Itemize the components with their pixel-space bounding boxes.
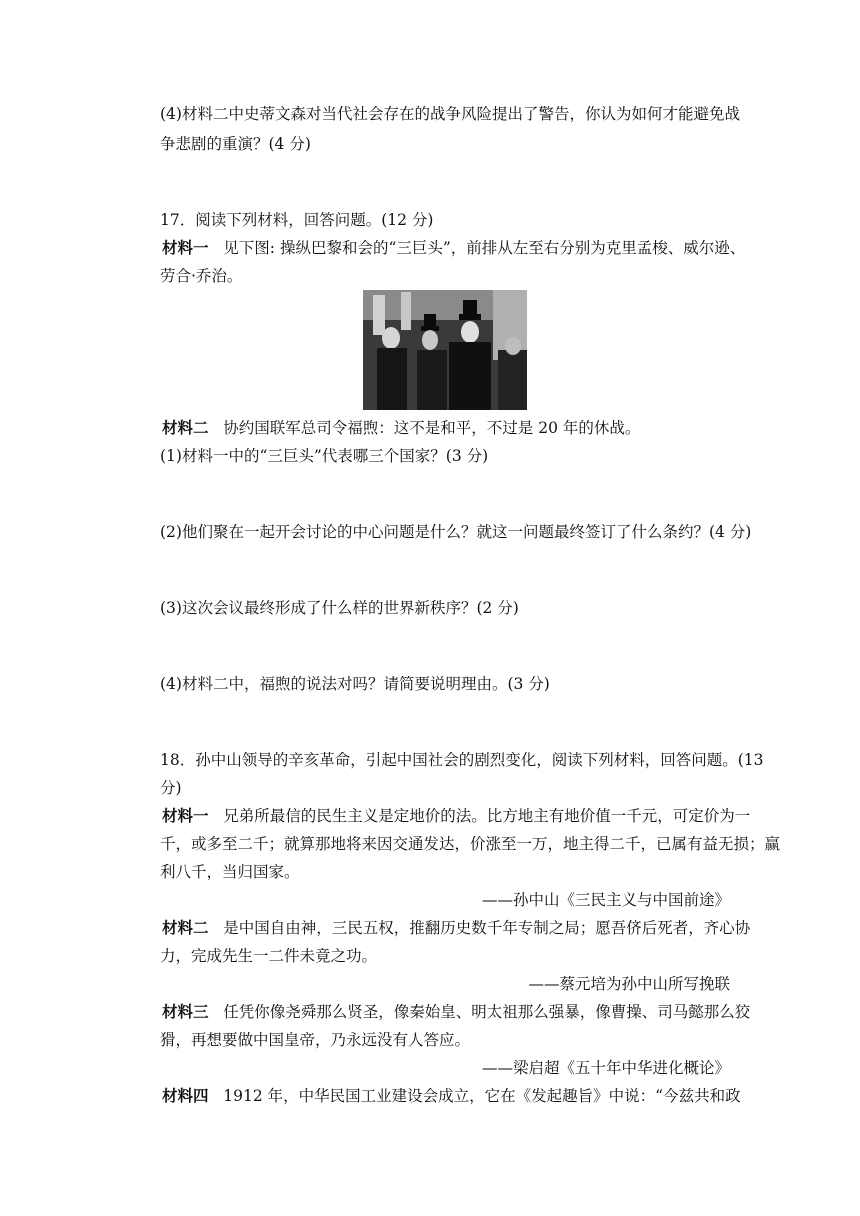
material-text: 见下图: 操纵巴黎和会的“三巨头”，前排从左至右分别为克里孟梭、威尔逊、 [223, 239, 746, 257]
q18-material-1 [162, 806, 750, 826]
material-text: 兄弟所最信的民生主义是定地价的法。比方地主有地价值一千元，可定价为一 [223, 807, 751, 825]
material-label: 材料三 [162, 1002, 209, 1021]
q18-m3-line2: 猾，再想要做中国皇帝，乃永远没有人答应。 [160, 1031, 471, 1049]
q16-4-line1: (4)材料二中史蒂文森对当代社会存在的战争风险提出了警告，你认为如何才能避免战 [160, 105, 740, 123]
q17-material-1 [162, 238, 745, 258]
material-text: 任凭你像尧舜那么贤圣，像秦始皇、明太祖那么强暴，像曹操、司马懿那么狡 [223, 1003, 751, 1021]
q17-sub2: (2)他们聚在一起开会讨论的中心问题是什么？就这一问题最终签订了什么条约？(4 分) [160, 523, 752, 541]
q17-m1-line2: 劳合·乔治。 [160, 267, 243, 285]
q17-sub3: (3)这次会议最终形成了什么样的世界新秩序？(2 分) [160, 599, 519, 617]
material-text: 是中国自由神，三民五权，推翻历史数千年专制之局；愿吾侪后死者，齐心协 [223, 919, 751, 937]
q18-material-4 [162, 1086, 741, 1106]
q18-material-3 [162, 1002, 750, 1022]
photo-image [363, 290, 527, 410]
q17-sub4: (4)材料二中，福煦的说法对吗？请简要说明理由。(3 分) [160, 675, 550, 693]
q18-m3-source: ——梁启超《五十年中华进化概论》 [481, 1059, 730, 1077]
q17-heading: 17．阅读下列材料，回答问题。(12 分) [160, 211, 434, 229]
q18-m2-source: ——蔡元培为孙中山所写挽联 [528, 975, 730, 993]
q18-heading-line2: 分) [160, 779, 182, 797]
q18-heading-line1: 18．孙中山领导的辛亥革命，引起中国社会的剧烈变化，阅读下列材料，回答问题。(13 [160, 751, 764, 769]
q18-m1-line2: 千，或多至二千；就算那地将来因交通发达，价涨至一万，地主得二千，已属有益无损；赢 [160, 835, 781, 853]
q18-material-2 [162, 918, 750, 938]
q16-4-line2: 争悲剧的重演？(4 分) [160, 135, 311, 153]
material-label: 材料一 [162, 806, 209, 825]
material-label: 材料二 [162, 418, 209, 437]
material-label: 材料四 [162, 1086, 209, 1105]
q18-m2-line2: 力，完成先生一二件未竟之功。 [160, 947, 378, 965]
material-text: 1912 年，中华民国工业建设会成立，它在《发起趣旨》中说：“今兹共和政 [223, 1087, 741, 1105]
big-three-photo [363, 290, 527, 410]
q18-m1-line3: 利八千，当归国家。 [160, 863, 300, 881]
q17-material-2 [162, 418, 640, 438]
q18-m1-source: ——孙中山《三民主义与中国前途》 [481, 891, 730, 909]
material-text: 协约国联军总司令福煦：这不是和平，不过是 20 年的休战。 [223, 419, 641, 437]
material-label: 材料二 [162, 918, 209, 937]
material-label: 材料一 [162, 238, 209, 257]
q17-sub1: (1)材料一中的“三巨头”代表哪三个国家？(3 分) [160, 447, 489, 465]
